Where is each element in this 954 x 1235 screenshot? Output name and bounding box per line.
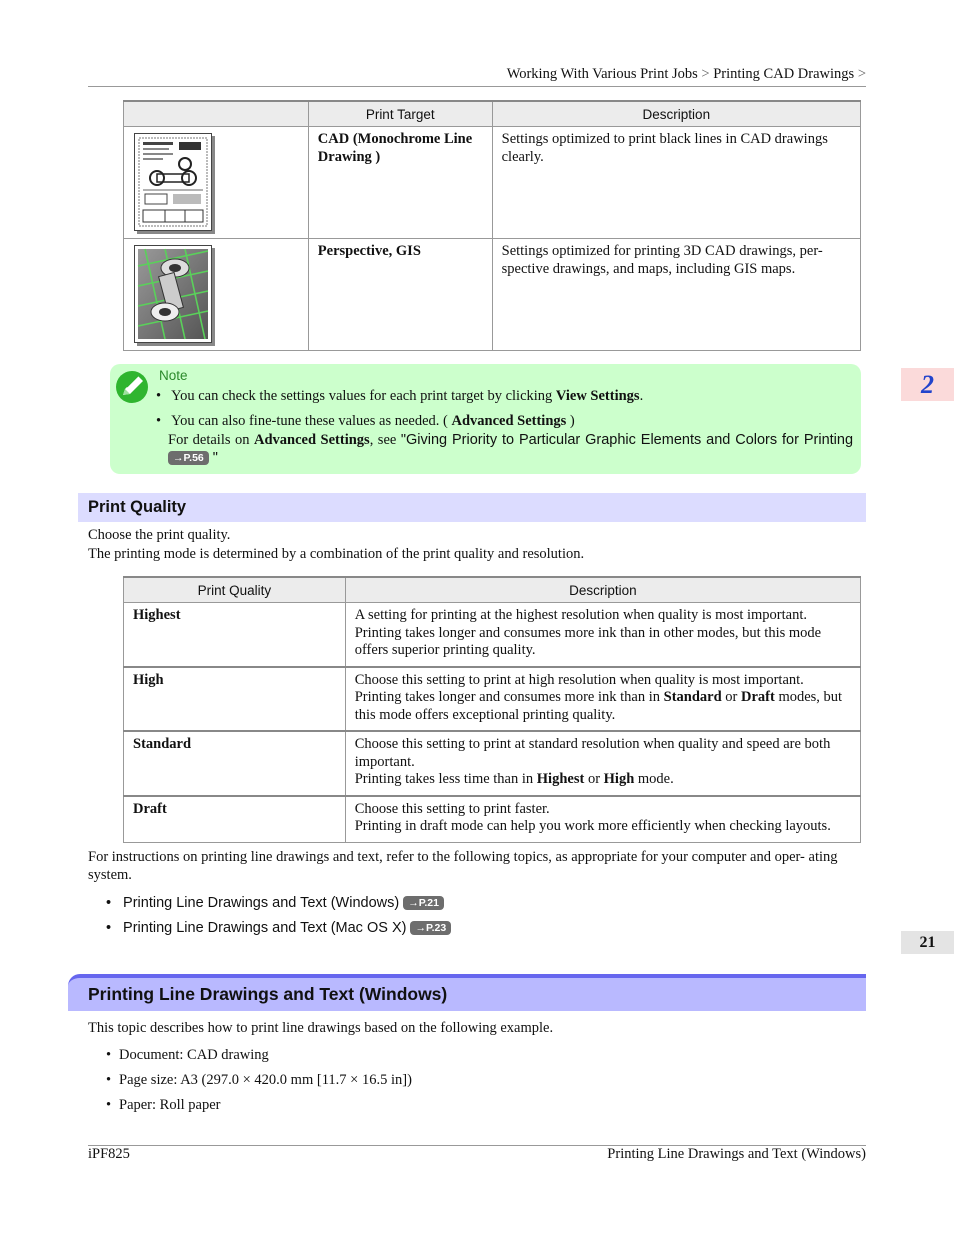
list-item-text: Page size: A3 (297.0 × 420.0 mm [11.7 × 16.5 in]) [119, 1072, 412, 1088]
breadcrumb [88, 66, 866, 83]
table-row [124, 667, 861, 732]
quality-description: Printing takes longer and consumes more ink than in other modes, but this mode offers superior printing quality. [354, 624, 822, 658]
note-detail [168, 431, 853, 449]
description-text: or [725, 689, 738, 705]
table-header-row [124, 577, 861, 603]
quality-name: Standard [133, 736, 192, 752]
description-text: or [587, 771, 601, 787]
view-settings-term: View Settings [555, 388, 640, 404]
description-text: Printing takes longer and consumes more ink than in [354, 689, 660, 705]
mode-term: High [603, 771, 635, 787]
section-heading-bar [78, 493, 866, 522]
note-text: For details on [168, 432, 250, 448]
quality-description: A setting for printing at the highest resolution when quality is most important. [354, 607, 808, 623]
print-target-name: Perspective, GIS [317, 243, 421, 259]
quality-name: Draft [133, 800, 167, 817]
table-header: Print Quality [124, 577, 346, 603]
description-text: mode. [637, 771, 674, 787]
note-text: ) [569, 413, 575, 429]
print-target-description: Settings optimized for printing 3D CAD drawings, per- spective drawings, and maps, including GIS maps. [492, 239, 860, 351]
table-row [124, 239, 861, 351]
print-target-name: CAD (Monochrome Line Drawing ) [317, 131, 473, 165]
quality-name: High [133, 671, 164, 688]
breadcrumb-separator: > [857, 66, 866, 82]
quality-description: Choose this setting to print faster. [354, 800, 550, 817]
quality-description [355, 771, 851, 789]
section-heading: Printing Line Drawings and Text (Windows) [88, 984, 448, 1004]
list-item: • Printing Line Drawings and Text (Mac OS X) →P.23 [106, 919, 451, 937]
table-header: Description [492, 101, 860, 127]
list-item: • Printing Line Drawings and Text (Windows) →P.21 [106, 894, 444, 912]
print-quality-table [123, 576, 861, 843]
list-item-text: Paper: Roll paper [119, 1097, 221, 1113]
quality-description: Choose this setting to print at standard resolution when quality and speed are both important. [354, 736, 831, 770]
breadcrumb-item[interactable]: Printing CAD Drawings [713, 66, 855, 82]
footer-model: iPF825 [88, 1146, 130, 1162]
paragraph: The printing mode is determined by a combination of the print quality and resolution. [88, 546, 585, 562]
list-item: • Page size: A3 (297.0 × 420.0 mm [11.7 × 16.5 in]) [106, 1072, 412, 1088]
footer-title: Printing Line Drawings and Text (Windows) [607, 1146, 866, 1162]
advanced-settings-term: Advanced Settings [451, 413, 567, 429]
note-item: • You can also fine-tune these values as needed. ( Advanced Settings ) [156, 413, 575, 429]
print-target-table [123, 100, 861, 351]
breadcrumb-separator: > [701, 66, 710, 82]
note-item: • You can check the settings values for each print target by clicking View Settings. [156, 388, 644, 404]
note-label: Note [159, 368, 188, 383]
note-text: You can also fine-tune these values as needed. ( [171, 413, 448, 429]
windows-topic-link[interactable]: Printing Line Drawings and Text (Windows) [123, 895, 400, 911]
quality-description: Choose this setting to print at high resolution when quality is most important. [354, 671, 804, 688]
list-item: • Document: CAD drawing [106, 1047, 269, 1063]
paragraph: Choose the print quality. [88, 527, 231, 543]
pencil-icon [114, 369, 150, 410]
page-number: 21 [919, 934, 936, 951]
description-text: modes, but this mode offers exceptional printing quality. [354, 689, 843, 723]
advanced-settings-term: Advanced Settings [254, 432, 370, 448]
chapter-number[interactable]: 2 [921, 370, 934, 399]
note-text: " [212, 450, 218, 466]
table-header-blank [124, 101, 309, 127]
table-row [124, 603, 861, 667]
list-item: • Paper: Roll paper [106, 1097, 221, 1113]
mac-topic-link[interactable]: Printing Line Drawings and Text (Mac OS X) [123, 920, 407, 936]
description-text: Printing takes less time than in [354, 771, 534, 787]
print-target-description: Settings optimized to print black lines in CAD drawings clearly. [492, 127, 860, 239]
note-detail-end [168, 449, 218, 467]
table-header: Print Target [308, 101, 492, 127]
note-text: , see [369, 432, 397, 448]
table-header-row [124, 101, 861, 127]
page-ref-badge[interactable]: →P.23 [410, 921, 451, 935]
note-text: You can check the settings values for each print target by clicking [171, 388, 553, 404]
cad-monochrome-thumbnail [134, 133, 212, 231]
list-item-text: Document: CAD drawing [119, 1047, 269, 1063]
quality-description: Printing in draft mode can help you work more efficiently when checking layouts. [354, 818, 831, 834]
quality-description [355, 689, 851, 724]
paragraph: This topic describes how to print line drawings based on the following example. [88, 1020, 554, 1036]
page-ref-badge[interactable]: →P.21 [403, 896, 444, 910]
header-divider [88, 86, 866, 87]
table-row [124, 731, 861, 796]
paragraph: For instructions on printing line drawings and text, refer to the following topics, as appropriate for your computer and oper- ating system. [88, 849, 838, 883]
quality-name: Highest [133, 607, 181, 623]
note-text: . [639, 388, 644, 404]
giving-priority-link[interactable]: "Giving Priority to Particular Graphic Elements and Colors for Printing [400, 432, 854, 448]
perspective-gis-thumbnail [134, 245, 212, 343]
mode-term: Highest [536, 771, 585, 787]
page-ref-badge[interactable]: →P.56 [168, 451, 209, 465]
table-header: Description [345, 577, 860, 603]
table-row [124, 127, 861, 239]
table-row [124, 796, 861, 843]
mode-term: Standard [663, 689, 722, 705]
mode-term: Draft [741, 689, 775, 705]
section-heading: Print Quality [88, 498, 187, 516]
breadcrumb-item[interactable]: Working With Various Print Jobs [506, 66, 698, 82]
